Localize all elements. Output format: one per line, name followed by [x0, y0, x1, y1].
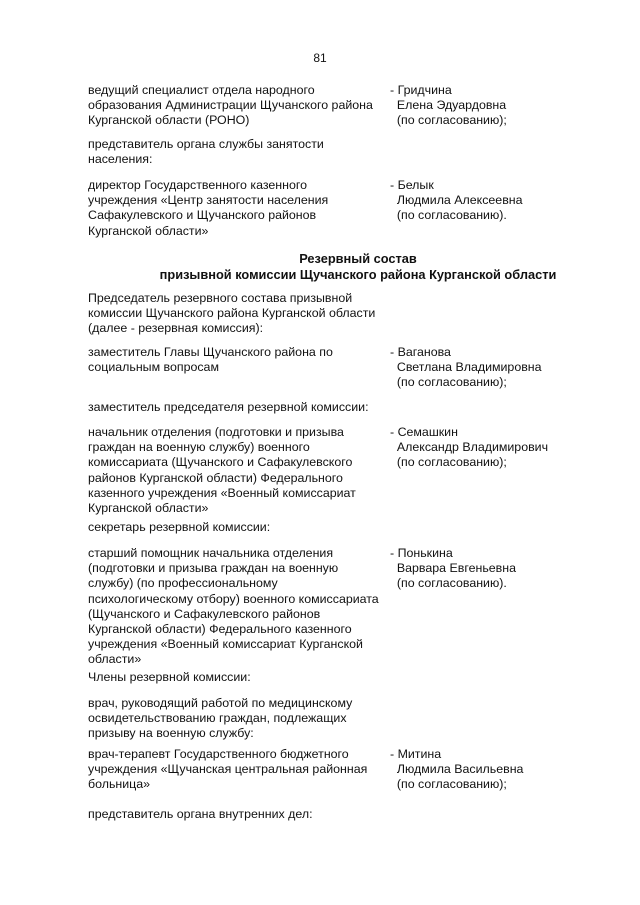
block-right: - Митина Людмила Васильевна (по согласованию); — [390, 747, 524, 792]
block-left: начальник отделения (подготовки и призыва граждан на военную службу) военного комиссариата (Щучанского и Сафакулевского районов Курганской области) Федерального казенного учреждения «Военный комиссариат Курганской области» — [88, 425, 356, 516]
block-left: представитель органа службы занятости населения: — [88, 137, 324, 167]
block-left: заместитель председателя резервной комиссии: — [88, 400, 369, 414]
block-left: Члены резервной комиссии: — [88, 670, 251, 684]
block-right: - Понькина Варвара Евгеньевна (по согласованию). — [390, 546, 516, 591]
block-left: старший помощник начальника отделения (подготовки и призыва граждан на военную службу) (по профессиональному психологическому отбору) военного комиссариата (Щучанского и Сафакулевского районов Курганской области) Федерального казенного учреждения «Военный комиссариат Курганской области» — [88, 546, 379, 667]
block-left: заместитель Главы Щучанского района по социальным вопросам — [88, 345, 333, 375]
block-left: директор Государственного казенного учреждения «Центр занятости населения Сафакулевского и Щучанского районов Курганской области» — [88, 178, 329, 238]
block-left: секретарь резервной комиссии: — [88, 520, 271, 534]
block-left: представитель органа внутренних дел: — [88, 807, 313, 821]
section-heading: Резервный состав призывной комиссии Щучанского района Курганской области — [159, 251, 557, 282]
block-right: - Ваганова Светлана Владимировна (по согласованию); — [390, 345, 542, 390]
block-right: - Семашкин Александр Владимирович (по согласованию); — [390, 425, 549, 470]
block-left: врач, руководящий работой по медицинскому освидетельствованию граждан, подлежащих призыву на военную службу: — [88, 696, 353, 741]
block-right: - Гридчина Елена Эдуардовна (по согласованию); — [390, 83, 507, 128]
block-left: врач-терапевт Государственного бюджетного учреждения «Щучанская центральная районная больница» — [88, 747, 368, 792]
block-right: - Белык Людмила Алексеевна (по согласованию). — [390, 178, 523, 223]
block-left: ведущий специалист отдела народного образования Администрации Щучанского района Курганской области (РОНО) — [88, 83, 373, 128]
page-number: 81 — [313, 51, 327, 65]
block-left: Председатель резервного состава призывной комиссии Щучанского района Курганской области (далее - резервная комиссия): — [88, 291, 376, 336]
